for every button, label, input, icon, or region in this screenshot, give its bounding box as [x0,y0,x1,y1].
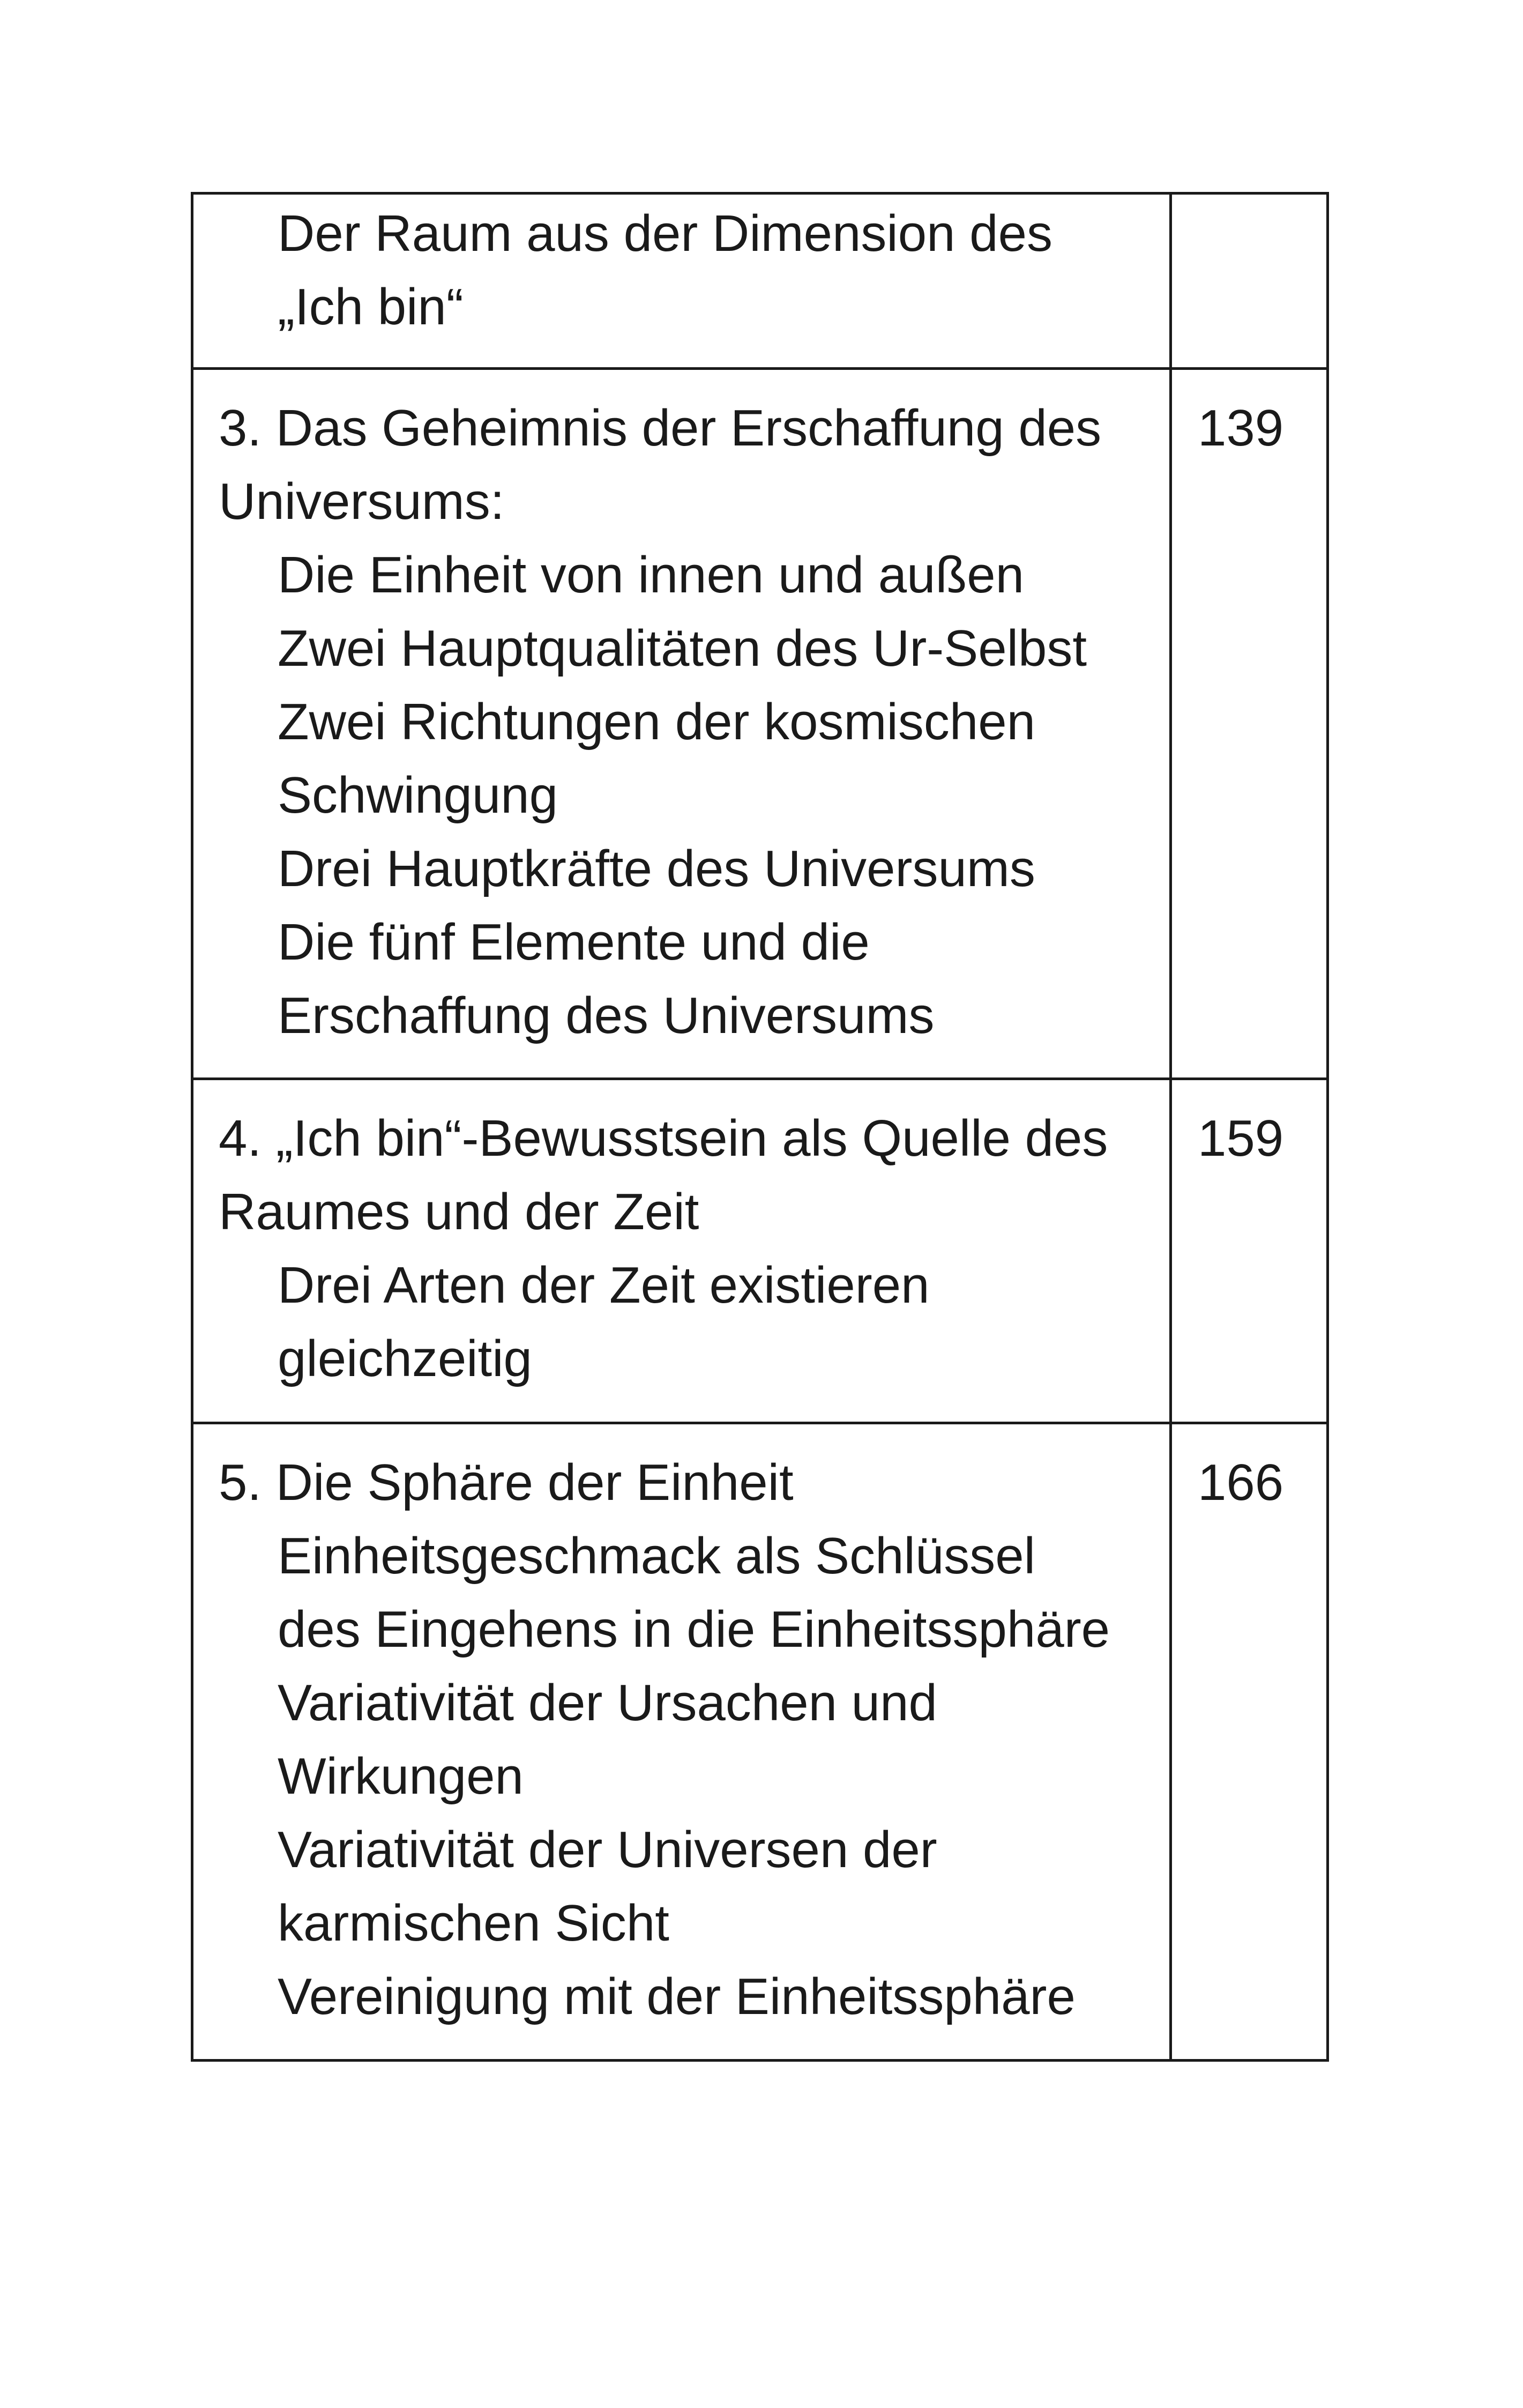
toc-chapter-title: Universums: [219,473,505,530]
toc-subentry: Einheitsgeschmack als Schlüssel [278,1527,1035,1585]
page-number: 139 [1198,399,1284,457]
toc-entry-cell [192,369,1171,1079]
toc-row [192,369,1328,1079]
toc-subentry: Die fünf Elemente und die [278,913,870,971]
toc-subentry: Schwingung [278,767,558,824]
toc-subentry: Drei Hauptkräfte des Universums [278,840,1035,897]
toc-chapter-title: 5. Die Sphäre der Einheit [219,1454,794,1511]
toc-page-cell [1171,369,1328,1079]
toc-subentry: Zwei Hauptqualitäten des Ur-Selbst [278,620,1087,677]
toc-chapter-title: 4. „Ich bin“-Bewusstsein als Quelle des [219,1110,1108,1167]
toc-subentry: karmischen Sicht [278,1894,669,1952]
toc-entry-cell [192,194,1171,369]
page-number: 166 [1198,1454,1284,1511]
toc-chapter-title: 3. Das Geheimnis der Erschaffung des [219,399,1102,457]
toc-page-cell [1171,1423,1328,2061]
toc-subentry: Drei Arten der Zeit existieren [278,1257,930,1314]
toc-subentry: Wirkungen [278,1748,524,1805]
toc-subentry: gleichzeitig [278,1330,532,1387]
table-of-contents [191,192,1329,2062]
page-number: 159 [1198,1110,1284,1167]
toc-subentry: Der Raum aus der Dimension des [278,205,1052,262]
toc-row [192,194,1328,369]
toc-row [192,1079,1328,1423]
toc-entry-cell [192,1423,1171,2061]
toc-entry-cell [192,1079,1171,1423]
toc-page-cell [1171,1079,1328,1423]
toc-subentry: Zwei Richtungen der kosmischen [278,693,1035,750]
toc-subentry: des Eingehens in die Einheitssphäre [278,1601,1110,1658]
toc-subentry: Erschaffung des Universums [278,987,935,1044]
toc-subentry: Die Einheit von innen und außen [278,546,1024,604]
toc-subentry: „Ich bin“ [278,278,464,336]
toc-row [192,1423,1328,2061]
page-number [1172,195,1326,216]
toc-page-cell [1171,194,1328,369]
toc-chapter-title: Raumes und der Zeit [219,1183,699,1240]
toc-subentry: Variativität der Ursachen und [278,1674,937,1731]
toc-subentry: Variativität der Universen der [278,1821,937,1878]
toc-subentry: Vereinigung mit der Einheitssphäre [278,1968,1076,2025]
